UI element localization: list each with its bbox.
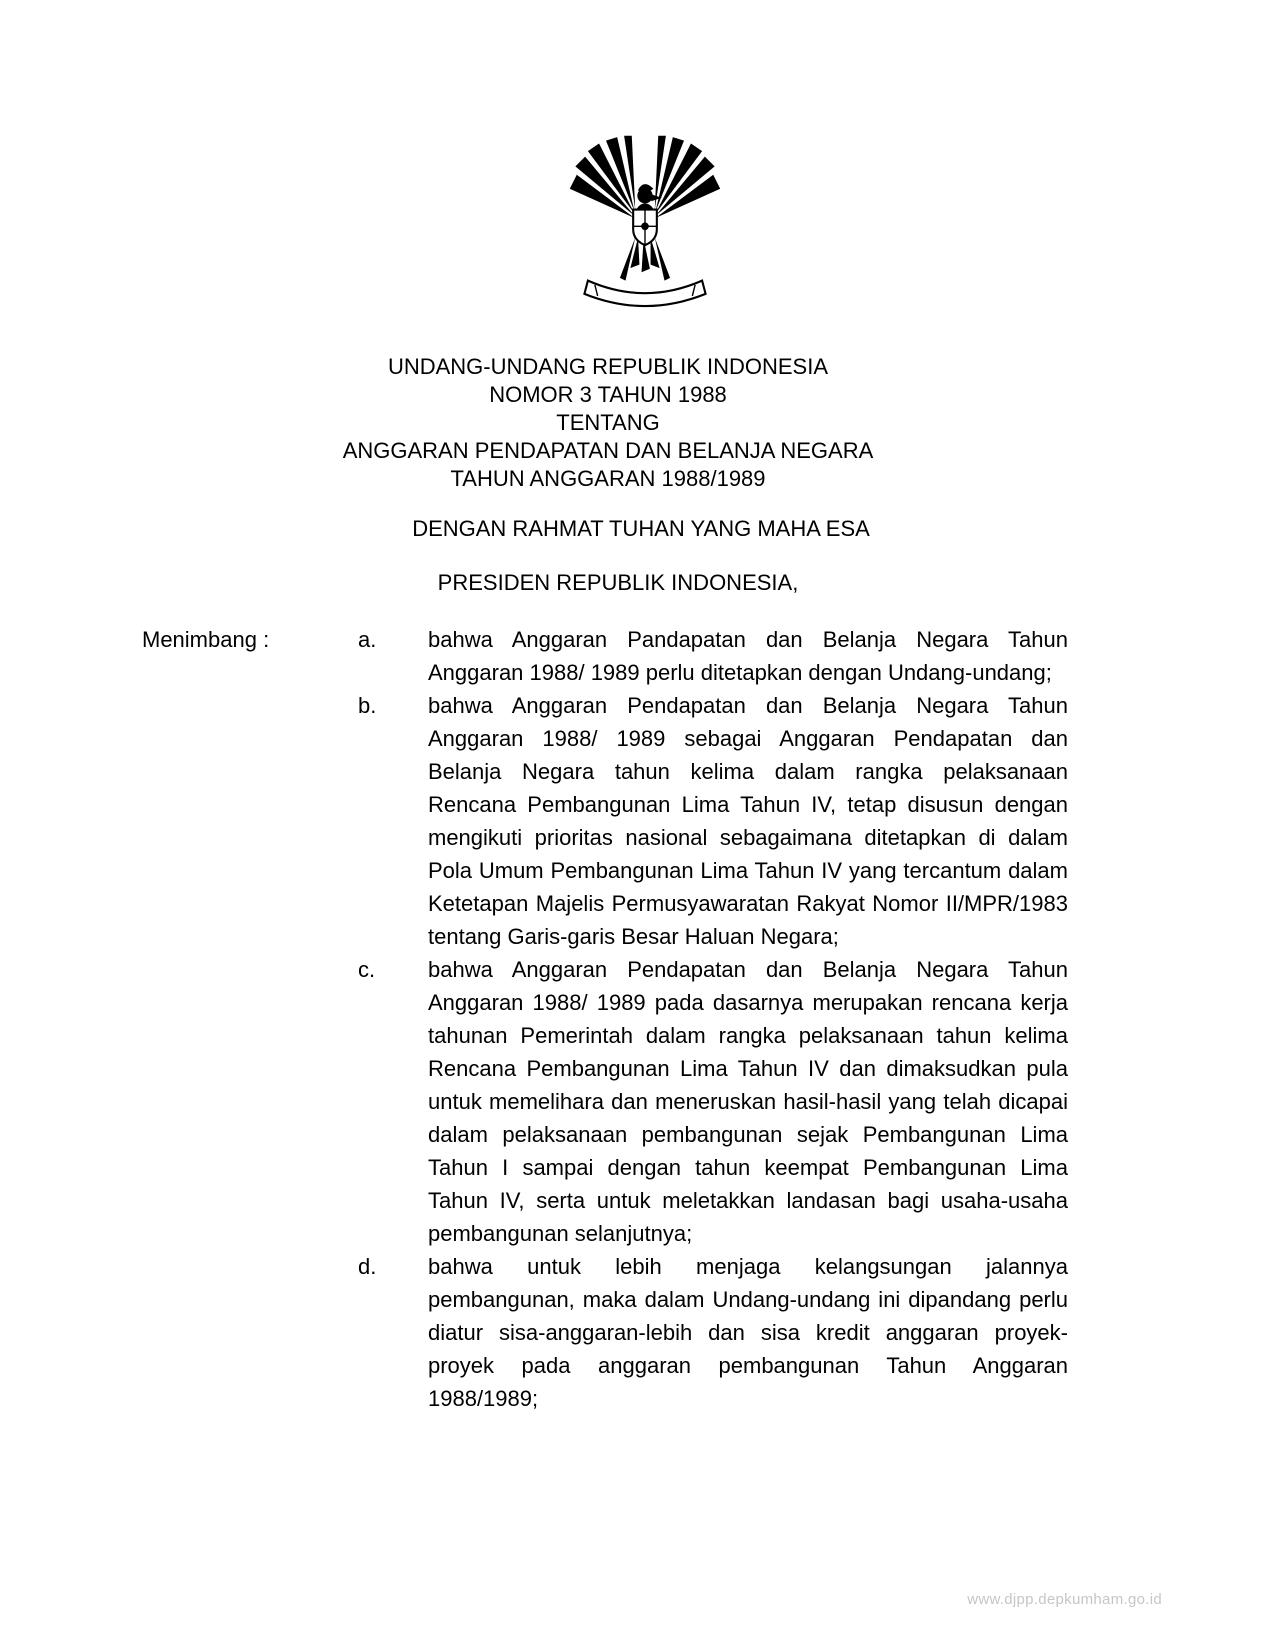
title-line-3: TENTANG [556, 410, 660, 435]
emblem-container [0, 133, 1275, 321]
footer-watermark-url: www.djpp.depkumham.go.id [967, 1591, 1162, 1608]
item-text: bahwa Anggaran Pendapatan dan Belanja Negara Tahun Anggaran 1988/ 1989 sebagai Anggaran Pendapatan dan Belanja Negara tahun kelima dalam rangka pelaksanaan Rencana Pembangunan Lima Tahun IV, tetap disusun dengan mengikuti prioritas nasional sebagaimana ditetapkan di dalam Pola Umum Pembangunan Lima Tahun IV yang tercantum dalam Ketetapan Majelis Permusyawaratan Rakyat Nomor II/MPR/1983 tentang Garis-garis Besar Haluan Negara; [428, 693, 1068, 949]
item-letter: d. [358, 1254, 377, 1279]
considering-item-d [358, 1250, 1068, 1415]
item-letter: c. [358, 957, 376, 982]
item-letter: b. [358, 693, 377, 718]
considering-items [358, 623, 1068, 1415]
item-text: bahwa untuk lebih menjaga kelangsungan jalannya pembangunan, maka dalam Undang-undang ini dipandang perlu diatur sisa-anggaran-lebih dan sisa kredit anggaran proyek-proyek pada anggaran pembangunan Tahun Anggaran 1988/1989; [428, 1254, 1068, 1411]
title-line-5: TAHUN ANGGARAN 1988/1989 [450, 466, 766, 491]
considering-item-c [358, 953, 1068, 1250]
title-line-1: UNDANG-UNDANG REPUBLIK INDONESIA [387, 354, 829, 379]
item-text: bahwa Anggaran Pendapatan dan Belanja Negara Tahun Anggaran 1988/ 1989 pada dasarnya merupakan rencana kerja tahunan Pemerintah dalam rangka pelaksanaan tahun kelima Rencana Pembangunan Lima Tahun IV dan dimaksudkan pula untuk memelihara dan meneruskan hasil-hasil yang telah dicapai dalam pelaksanaan pembangunan sejak Pembangunan Lima Tahun I sampai dengan tahun keempat Pembangunan Lima Tahun IV, serta untuk meletakkan landasan bagi usaha-usaha pembangunan selanjutnya; [428, 957, 1068, 1246]
considering-label: Menimbang : [142, 627, 270, 652]
considering-item-a [358, 623, 1068, 689]
document-title-block [0, 353, 1216, 493]
item-text: bahwa Anggaran Pandapatan dan Belanja Negara Tahun Anggaran 1988/ 1989 perlu ditetapkan dengan Undang-undang; [428, 627, 1068, 685]
authority-line: PRESIDEN REPUBLIK INDONESIA, [437, 570, 799, 595]
title-line-4: ANGGARAN PENDAPATAN DAN BELANJA NEGARA [342, 438, 874, 463]
garuda-pancasila-emblem-icon [561, 133, 729, 321]
considering-item-b [358, 689, 1068, 953]
item-letter: a. [358, 627, 377, 652]
considering-section [142, 623, 1068, 1415]
invocation-line: DENGAN RAHMAT TUHAN YANG MAHA ESA [412, 516, 870, 541]
title-line-2: NOMOR 3 TAHUN 1988 [489, 382, 727, 407]
